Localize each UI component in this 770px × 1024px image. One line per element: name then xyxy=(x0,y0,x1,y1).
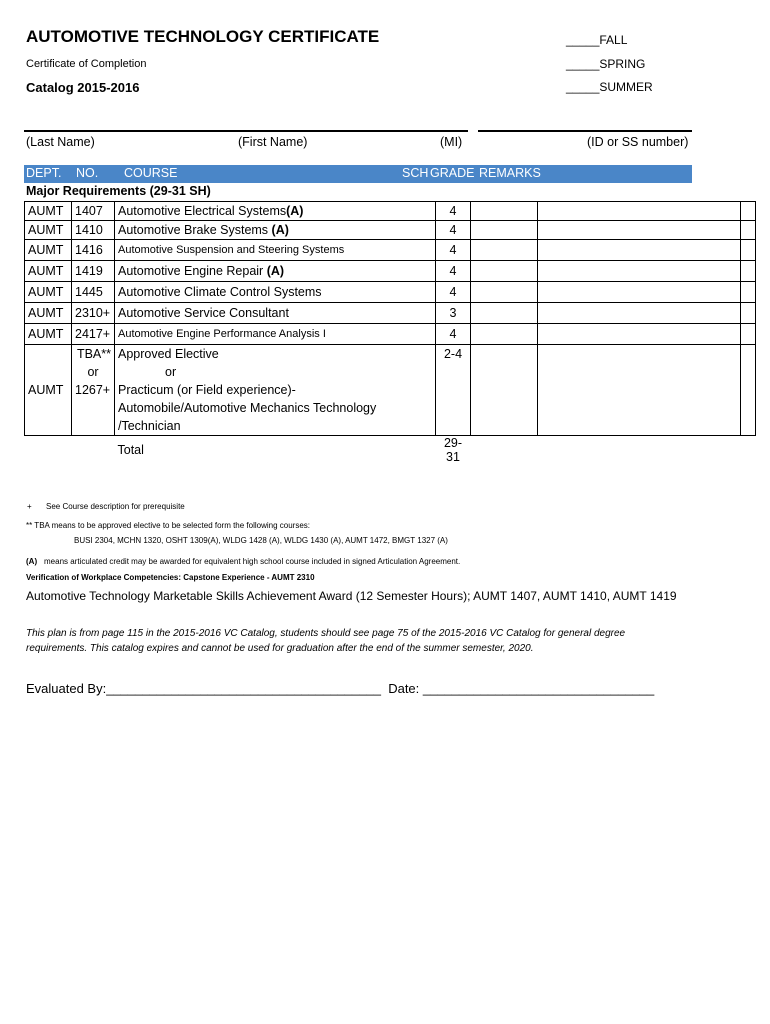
certificate-subtitle: Certificate of Completion xyxy=(26,58,147,70)
course-name-cell xyxy=(115,240,436,261)
grade-cell[interactable] xyxy=(471,282,538,303)
first-name-label: (First Name) xyxy=(238,135,308,149)
remarks-cell[interactable] xyxy=(538,324,741,345)
course-number-cell: 1407 xyxy=(72,202,115,221)
articulation-tag: (A) xyxy=(286,204,304,218)
tba-code: TBA** xyxy=(72,345,115,364)
course-name: Automotive Engine Performance Analysis I xyxy=(118,328,326,340)
course-row xyxy=(25,240,756,261)
or-text: or xyxy=(115,363,436,381)
course-name: Automotive Electrical Systems xyxy=(118,204,287,218)
evaluation-line xyxy=(26,681,654,696)
course-row xyxy=(25,221,756,240)
sch-cell: 4 xyxy=(436,202,471,221)
remarks-cell[interactable] xyxy=(538,261,741,282)
remarks-cell[interactable] xyxy=(538,282,741,303)
end-cell xyxy=(741,303,756,324)
last-name-label: (Last Name) xyxy=(26,135,95,149)
date-field[interactable]: ________________________________ xyxy=(422,681,655,696)
date-label: Date: xyxy=(388,681,420,696)
end-cell xyxy=(741,202,756,221)
end-cell xyxy=(741,221,756,240)
grade-cell[interactable] xyxy=(471,202,538,221)
prerequisite-note: See Course description for prerequisite xyxy=(46,502,185,511)
end-cell xyxy=(741,324,756,345)
course-name-cell xyxy=(115,202,436,221)
grade-cell[interactable] xyxy=(471,324,538,345)
col-no: NO. xyxy=(76,166,99,180)
course-row xyxy=(25,261,756,282)
sch-cell: 3 xyxy=(436,303,471,324)
course-number-cell: 2310+ xyxy=(72,303,115,324)
practicum-line-1: Practicum (or Field experience)- xyxy=(115,381,436,399)
course-name-cell xyxy=(115,303,436,324)
dept-cell: AUMT xyxy=(25,282,72,303)
verification-note: Verification of Workplace Competencies: Capstone Experience - AUMT 2310 xyxy=(26,573,315,582)
articulation-tag: (A) xyxy=(271,223,289,237)
dept-cell: AUMT xyxy=(25,303,72,324)
mi-label: (MI) xyxy=(440,135,463,149)
sch-cell: 4 xyxy=(436,324,471,345)
articulated-mark: (A) xyxy=(26,557,38,566)
course-name-cell xyxy=(115,261,436,282)
remarks-cell[interactable] xyxy=(538,202,741,221)
id-label: (ID or SS number) xyxy=(587,135,689,149)
col-course: COURSE xyxy=(124,166,178,180)
sch-cell: 4 xyxy=(436,221,471,240)
dept-cell: AUMT xyxy=(25,324,72,345)
award-note: Automotive Technology Marketable Skills Achievement Award (12 Semester Hours); AUMT 1407, AUMT 1410, AUMT 1419 xyxy=(26,589,677,603)
catalog-year: Catalog 2015-2016 xyxy=(26,80,140,95)
remarks-cell[interactable] xyxy=(538,303,741,324)
sch-cell: 4 xyxy=(436,240,471,261)
course-number-cell: 2417+ xyxy=(72,324,115,345)
total-value: 29-31 xyxy=(443,436,463,464)
elective-sch: 2-4 xyxy=(436,345,471,364)
or-text: or xyxy=(72,363,115,381)
total-label: Total xyxy=(117,443,144,457)
id-line[interactable] xyxy=(478,130,692,132)
elective-block xyxy=(25,345,756,465)
col-remarks: REMARKS xyxy=(479,166,541,180)
col-sch: SCH xyxy=(402,166,429,180)
grade-cell[interactable] xyxy=(471,303,538,324)
course-name-cell xyxy=(115,324,436,345)
term-fall[interactable]: _____FALL xyxy=(566,33,628,47)
practicum-dept: AUMT xyxy=(25,381,72,399)
remarks-cell[interactable] xyxy=(538,240,741,261)
grade-cell[interactable] xyxy=(471,221,538,240)
end-cell xyxy=(741,261,756,282)
section-title: Major Requirements (29-31 SH) xyxy=(26,184,211,198)
dept-cell: AUMT xyxy=(25,202,72,221)
grade-cell[interactable] xyxy=(471,240,538,261)
term-summer[interactable]: _____SUMMER xyxy=(566,80,653,94)
catalog-plan-note: This plan is from page 115 in the 2015-2016 VC Catalog, students should see page 75 of the 2015-2016 VC Catalog for general degree requirements. This catalog expires and cannot be used for graduation after the end of the summer semester, 2020. xyxy=(26,628,626,654)
elective-label: Approved Elective xyxy=(115,345,436,364)
course-name-cell xyxy=(115,221,436,240)
plus-mark: + xyxy=(27,502,32,511)
tba-note: ** TBA means to be approved elective to be selected form the following courses: xyxy=(26,521,311,530)
course-number-cell: 1445 xyxy=(72,282,115,303)
course-number-cell: 1416 xyxy=(72,240,115,261)
course-number-cell: 1410 xyxy=(72,221,115,240)
elective-grade-cell[interactable] xyxy=(471,345,538,436)
course-row xyxy=(25,303,756,324)
elective-remarks-cell[interactable] xyxy=(538,345,741,436)
course-name: Automotive Climate Control Systems xyxy=(118,285,322,299)
practicum-line-3: /Technician xyxy=(115,417,436,436)
course-name: Automotive Brake Systems xyxy=(118,223,272,237)
end-cell xyxy=(741,282,756,303)
dept-cell: AUMT xyxy=(25,221,72,240)
practicum-line-2: Automobile/Automotive Mechanics Technology xyxy=(115,399,436,417)
practicum-no: 1267+ xyxy=(72,381,115,399)
name-line[interactable] xyxy=(24,130,468,132)
course-row xyxy=(25,202,756,221)
remarks-cell[interactable] xyxy=(538,221,741,240)
course-row xyxy=(25,324,756,345)
sch-cell: 4 xyxy=(436,261,471,282)
course-name: Automotive Suspension and Steering Systems xyxy=(118,244,345,256)
tba-course-list: BUSI 2304, MCHN 1320, OSHT 1309(A), WLDG 1428 (A), WLDG 1430 (A), AUMT 1472, BMGT 1327 (A) xyxy=(74,536,448,545)
table-header xyxy=(24,165,692,183)
term-spring[interactable]: _____SPRING xyxy=(566,57,646,71)
sch-cell: 4 xyxy=(436,282,471,303)
course-row xyxy=(25,282,756,303)
document-title: AUTOMOTIVE TECHNOLOGY CERTIFICATE xyxy=(26,27,380,46)
dept-cell: AUMT xyxy=(25,261,72,282)
course-name-cell xyxy=(115,282,436,303)
elective-end-cell xyxy=(741,345,756,436)
grade-cell[interactable] xyxy=(471,261,538,282)
course-number-cell: 1419 xyxy=(72,261,115,282)
course-table xyxy=(24,201,756,464)
dept-cell: AUMT xyxy=(25,240,72,261)
col-dept: DEPT. xyxy=(26,166,62,180)
course-name: Automotive Service Consultant xyxy=(118,306,289,320)
col-grade: GRADE xyxy=(430,166,475,180)
articulation-tag: (A) xyxy=(266,264,285,278)
evaluated-by-label: Evaluated By: xyxy=(26,681,107,696)
end-cell xyxy=(741,240,756,261)
articulated-note: means articulated credit may be awarded for equivalent high school course included in signed Articulation Agreement. xyxy=(44,557,461,566)
course-name: Automotive Engine Repair xyxy=(118,264,267,278)
evaluated-by-field[interactable]: ______________________________________ xyxy=(106,681,381,696)
